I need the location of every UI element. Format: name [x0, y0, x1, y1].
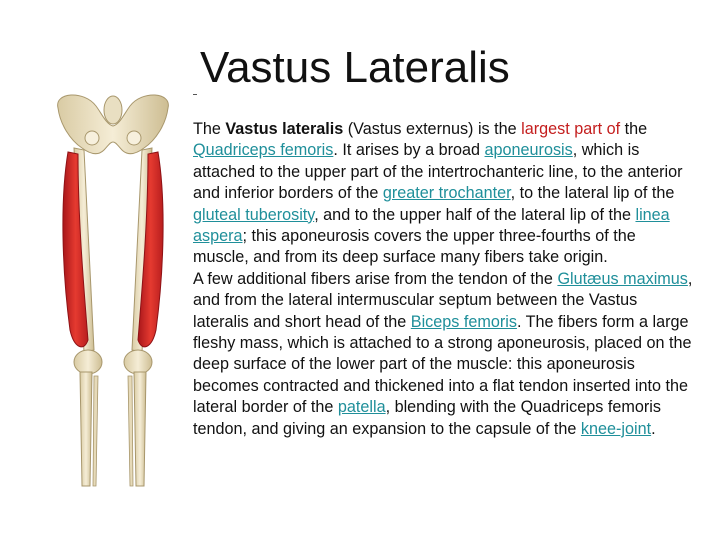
link-patella[interactable]: patella: [337, 398, 386, 417]
text-run: , which is attached to the upper part of the intertrochanteric line, to the anterior and inferior borders of the: [193, 141, 683, 203]
text-run: , and to the upper half of the lateral lip of the: [314, 205, 636, 224]
text-run: , to the lateral lip of the: [510, 184, 675, 203]
link-aponeurosis[interactable]: aponeurosis: [484, 141, 573, 160]
link-glutaeus-maximus[interactable]: Glutæus maximus: [557, 269, 688, 288]
text-run: (Vastus externus) is the: [343, 120, 522, 138]
text-run: The: [193, 120, 226, 138]
emphasis-largest: largest part of: [521, 120, 621, 138]
leg-muscles-anatomy-icon: [44, 90, 182, 490]
text-run: , and from the lateral intermuscular septum between the Vastus lateralis and short head of the: [193, 269, 693, 331]
muscle-name-bold: Vastus lateralis: [225, 120, 344, 138]
text-run: . The fibers form a large fleshy mass, which is attached to a strong aponeurosis, placed on the deep surface of the lower part of the muscle: this aponeurosis becomes contracted and thickened into a flat tendon inserted into the lateral border of the: [193, 312, 692, 417]
paragraph-origin: [193, 119, 693, 269]
title-marker: [193, 94, 197, 95]
link-quadriceps-femoris[interactable]: Quadriceps femoris: [193, 141, 334, 160]
text-run: , blending with the Quadriceps femoris tendon, and giving an expansion to the capsule of the: [193, 398, 661, 438]
text-run: ; this aponeurosis covers the upper three-fourths of the muscle, and from its deep surface many fibers take origin.: [193, 227, 636, 267]
paragraph-structure: [193, 269, 693, 440]
text-run: .: [651, 419, 656, 438]
link-greater-trochanter[interactable]: greater trochanter: [382, 184, 511, 203]
text-run: the: [620, 120, 648, 138]
description-text: [193, 119, 693, 440]
link-biceps-femoris[interactable]: Biceps femoris: [410, 312, 517, 331]
page-title: Vastus Lateralis: [200, 43, 510, 92]
link-knee-joint[interactable]: knee-joint: [580, 419, 652, 438]
link-gluteal-tuberosity[interactable]: gluteal tuberosity: [193, 205, 315, 224]
text-run: . It arises by a broad: [333, 141, 485, 160]
text-run: A few additional fibers arise from the tendon of the: [193, 269, 558, 288]
link-linea-aspera[interactable]: linea aspera: [193, 205, 670, 246]
